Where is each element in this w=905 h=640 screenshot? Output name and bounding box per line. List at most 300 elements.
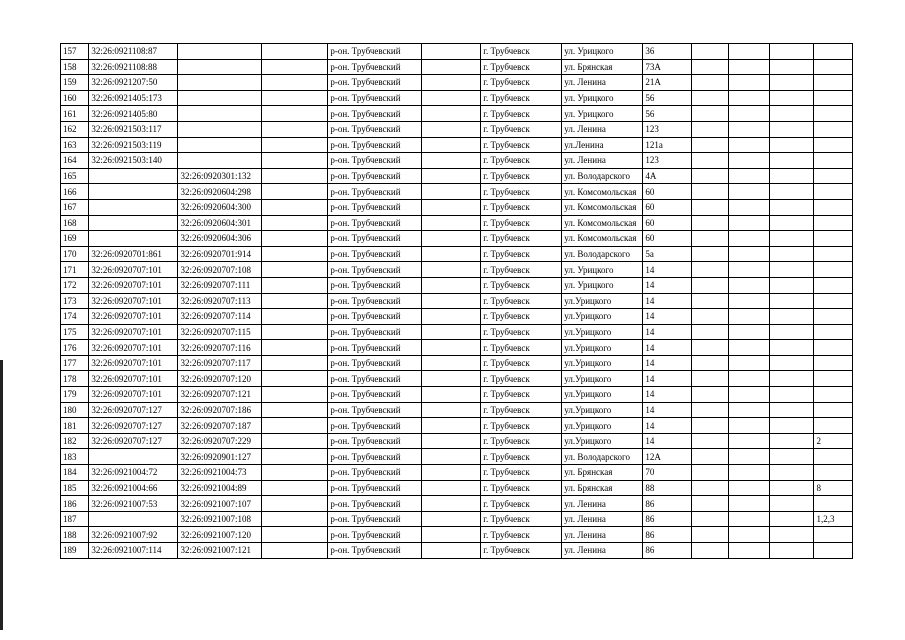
- empty-cell: [421, 90, 481, 106]
- empty-cell: [261, 106, 328, 122]
- building-number-cell: 32:26:0920707:111: [178, 277, 261, 293]
- empty-cell: [421, 496, 481, 512]
- register-body: [61, 44, 853, 559]
- row-number-cell: 173: [61, 293, 89, 309]
- town-cell: г. Трубчевск: [481, 387, 562, 403]
- district-cell: р-он. Трубчевский: [328, 433, 421, 449]
- parcel-number-cell: 32:26:0921108:88: [89, 59, 178, 75]
- empty-cell: [769, 137, 814, 153]
- parcel-number-cell: 32:26:0920707:101: [89, 387, 178, 403]
- house-cell: 5а: [643, 246, 692, 262]
- house-cell: 88: [643, 480, 692, 496]
- apartment-cell: [814, 231, 853, 247]
- building-number-cell: 32:26:0920707:229: [178, 433, 261, 449]
- town-cell: г. Трубчевск: [481, 402, 562, 418]
- empty-cell: [769, 340, 814, 356]
- table-row: [61, 449, 853, 465]
- parcel-number-cell: 32:26:0921004:72: [89, 465, 178, 481]
- district-cell: р-он. Трубчевский: [328, 137, 421, 153]
- parcel-number-cell: 32:26:0920707:127: [89, 433, 178, 449]
- district-cell: р-он. Трубчевский: [328, 418, 421, 434]
- empty-cell: [729, 168, 770, 184]
- table-row: [61, 75, 853, 91]
- apartment-cell: [814, 340, 853, 356]
- parcel-number-cell: [89, 231, 178, 247]
- house-cell: 56: [643, 106, 692, 122]
- apartment-cell: [814, 324, 853, 340]
- building-number-cell: 32:26:0921007:121: [178, 543, 261, 559]
- empty-cell: [769, 199, 814, 215]
- table-row: [61, 480, 853, 496]
- empty-cell: [421, 527, 481, 543]
- empty-cell: [261, 215, 328, 231]
- apartment-cell: [814, 168, 853, 184]
- table-row: [61, 340, 853, 356]
- empty-cell: [729, 340, 770, 356]
- district-cell: р-он. Трубчевский: [328, 355, 421, 371]
- apartment-cell: [814, 75, 853, 91]
- empty-cell: [421, 355, 481, 371]
- house-cell: 14: [643, 387, 692, 403]
- empty-cell: [261, 199, 328, 215]
- empty-cell: [769, 215, 814, 231]
- house-cell: 60: [643, 215, 692, 231]
- empty-cell: [421, 402, 481, 418]
- empty-cell: [421, 465, 481, 481]
- table-row: [61, 215, 853, 231]
- row-number-cell: 160: [61, 90, 89, 106]
- empty-cell: [769, 496, 814, 512]
- empty-cell: [769, 433, 814, 449]
- empty-cell: [769, 543, 814, 559]
- building-number-cell: 32:26:0920604:300: [178, 199, 261, 215]
- empty-cell: [729, 106, 770, 122]
- empty-cell: [729, 246, 770, 262]
- town-cell: г. Трубчевск: [481, 340, 562, 356]
- street-cell: ул. Комсомольская: [562, 199, 643, 215]
- empty-cell: [421, 480, 481, 496]
- empty-cell: [729, 543, 770, 559]
- parcel-number-cell: 32:26:0920701:861: [89, 246, 178, 262]
- empty-cell: [769, 75, 814, 91]
- street-cell: ул.Урицкого: [562, 340, 643, 356]
- parcel-number-cell: 32:26:0920707:101: [89, 277, 178, 293]
- empty-cell: [421, 231, 481, 247]
- street-cell: ул. Брянская: [562, 465, 643, 481]
- house-cell: 123: [643, 121, 692, 137]
- empty-cell: [729, 199, 770, 215]
- street-cell: ул. Ленина: [562, 527, 643, 543]
- table-row: [61, 511, 853, 527]
- empty-cell: [691, 449, 728, 465]
- district-cell: р-он. Трубчевский: [328, 527, 421, 543]
- empty-cell: [769, 106, 814, 122]
- empty-cell: [691, 527, 728, 543]
- district-cell: р-он. Трубчевский: [328, 262, 421, 278]
- house-cell: 56: [643, 90, 692, 106]
- empty-cell: [421, 121, 481, 137]
- apartment-cell: [814, 371, 853, 387]
- empty-cell: [261, 90, 328, 106]
- street-cell: ул. Ленина: [562, 75, 643, 91]
- empty-cell: [261, 184, 328, 200]
- empty-cell: [261, 480, 328, 496]
- empty-cell: [769, 262, 814, 278]
- empty-cell: [729, 496, 770, 512]
- empty-cell: [691, 277, 728, 293]
- empty-cell: [261, 293, 328, 309]
- empty-cell: [261, 496, 328, 512]
- row-number-cell: 177: [61, 355, 89, 371]
- street-cell: ул. Брянская: [562, 59, 643, 75]
- town-cell: г. Трубчевск: [481, 153, 562, 169]
- apartment-cell: [814, 543, 853, 559]
- empty-cell: [421, 153, 481, 169]
- parcel-number-cell: 32:26:0920707:101: [89, 309, 178, 325]
- table-row: [61, 90, 853, 106]
- building-number-cell: 32:26:0920707:187: [178, 418, 261, 434]
- apartment-cell: [814, 496, 853, 512]
- district-cell: р-он. Трубчевский: [328, 153, 421, 169]
- empty-cell: [421, 262, 481, 278]
- street-cell: ул. Ленина: [562, 153, 643, 169]
- building-number-cell: [178, 137, 261, 153]
- row-number-cell: 175: [61, 324, 89, 340]
- house-cell: 14: [643, 433, 692, 449]
- apartment-cell: [814, 527, 853, 543]
- empty-cell: [769, 277, 814, 293]
- district-cell: р-он. Трубчевский: [328, 480, 421, 496]
- town-cell: г. Трубчевск: [481, 496, 562, 512]
- street-cell: ул. Урицкого: [562, 44, 643, 60]
- building-number-cell: 32:26:0920707:113: [178, 293, 261, 309]
- building-number-cell: [178, 75, 261, 91]
- empty-cell: [691, 543, 728, 559]
- town-cell: г. Трубчевск: [481, 75, 562, 91]
- street-cell: ул. Брянская: [562, 480, 643, 496]
- apartment-cell: 1,2,3: [814, 511, 853, 527]
- empty-cell: [261, 121, 328, 137]
- apartment-cell: [814, 44, 853, 60]
- empty-cell: [769, 44, 814, 60]
- empty-cell: [261, 465, 328, 481]
- empty-cell: [261, 527, 328, 543]
- empty-cell: [421, 277, 481, 293]
- district-cell: р-он. Трубчевский: [328, 511, 421, 527]
- street-cell: ул. Комсомольская: [562, 215, 643, 231]
- district-cell: р-он. Трубчевский: [328, 231, 421, 247]
- apartment-cell: [814, 277, 853, 293]
- building-number-cell: 32:26:0920707:115: [178, 324, 261, 340]
- street-cell: ул.Урицкого: [562, 387, 643, 403]
- empty-cell: [691, 293, 728, 309]
- building-number-cell: 32:26:0921004:89: [178, 480, 261, 496]
- town-cell: г. Трубчевск: [481, 199, 562, 215]
- empty-cell: [261, 277, 328, 293]
- row-number-cell: 180: [61, 402, 89, 418]
- row-number-cell: 167: [61, 199, 89, 215]
- empty-cell: [769, 418, 814, 434]
- building-number-cell: 32:26:0920604:301: [178, 215, 261, 231]
- empty-cell: [691, 355, 728, 371]
- house-cell: 60: [643, 184, 692, 200]
- empty-cell: [729, 355, 770, 371]
- table-row: [61, 277, 853, 293]
- house-cell: 14: [643, 293, 692, 309]
- street-cell: ул. Ленина: [562, 511, 643, 527]
- district-cell: р-он. Трубчевский: [328, 246, 421, 262]
- row-number-cell: 183: [61, 449, 89, 465]
- parcel-number-cell: [89, 199, 178, 215]
- district-cell: р-он. Трубчевский: [328, 59, 421, 75]
- empty-cell: [691, 309, 728, 325]
- town-cell: г. Трубчевск: [481, 231, 562, 247]
- town-cell: г. Трубчевск: [481, 433, 562, 449]
- building-number-cell: [178, 106, 261, 122]
- district-cell: р-он. Трубчевский: [328, 277, 421, 293]
- row-number-cell: 169: [61, 231, 89, 247]
- empty-cell: [421, 340, 481, 356]
- house-cell: 73А: [643, 59, 692, 75]
- apartment-cell: 8: [814, 480, 853, 496]
- empty-cell: [729, 75, 770, 91]
- empty-cell: [769, 402, 814, 418]
- empty-cell: [261, 75, 328, 91]
- row-number-cell: 172: [61, 277, 89, 293]
- street-cell: ул. Ленина: [562, 121, 643, 137]
- table-row: [61, 527, 853, 543]
- building-number-cell: [178, 44, 261, 60]
- empty-cell: [729, 433, 770, 449]
- table-row: [61, 168, 853, 184]
- empty-cell: [421, 418, 481, 434]
- apartment-cell: [814, 184, 853, 200]
- district-cell: р-он. Трубчевский: [328, 309, 421, 325]
- empty-cell: [691, 75, 728, 91]
- town-cell: г. Трубчевск: [481, 543, 562, 559]
- parcel-number-cell: 32:26:0921405:80: [89, 106, 178, 122]
- house-cell: 121а: [643, 137, 692, 153]
- row-number-cell: 170: [61, 246, 89, 262]
- table-row: [61, 293, 853, 309]
- apartment-cell: [814, 90, 853, 106]
- parcel-number-cell: 32:26:0920707:127: [89, 402, 178, 418]
- parcel-number-cell: 32:26:0921503:119: [89, 137, 178, 153]
- empty-cell: [261, 309, 328, 325]
- table-row: [61, 324, 853, 340]
- house-cell: 14: [643, 371, 692, 387]
- table-row: [61, 184, 853, 200]
- apartment-cell: [814, 418, 853, 434]
- apartment-cell: 2: [814, 433, 853, 449]
- apartment-cell: [814, 309, 853, 325]
- street-cell: ул. Ленина: [562, 543, 643, 559]
- building-number-cell: 32:26:0920707:117: [178, 355, 261, 371]
- row-number-cell: 162: [61, 121, 89, 137]
- empty-cell: [421, 387, 481, 403]
- building-number-cell: 32:26:0920707:121: [178, 387, 261, 403]
- table-row: [61, 246, 853, 262]
- apartment-cell: [814, 293, 853, 309]
- row-number-cell: 185: [61, 480, 89, 496]
- empty-cell: [729, 387, 770, 403]
- building-number-cell: 32:26:0920707:108: [178, 262, 261, 278]
- empty-cell: [729, 402, 770, 418]
- empty-cell: [769, 480, 814, 496]
- district-cell: р-он. Трубчевский: [328, 168, 421, 184]
- empty-cell: [769, 59, 814, 75]
- house-cell: 14: [643, 402, 692, 418]
- town-cell: г. Трубчевск: [481, 309, 562, 325]
- street-cell: ул. Урицкого: [562, 90, 643, 106]
- town-cell: г. Трубчевск: [481, 44, 562, 60]
- table-row: [61, 496, 853, 512]
- table-row: [61, 355, 853, 371]
- district-cell: р-он. Трубчевский: [328, 543, 421, 559]
- row-number-cell: 184: [61, 465, 89, 481]
- empty-cell: [769, 309, 814, 325]
- town-cell: г. Трубчевск: [481, 293, 562, 309]
- house-cell: 123: [643, 153, 692, 169]
- table-row: [61, 106, 853, 122]
- empty-cell: [261, 355, 328, 371]
- town-cell: г. Трубчевск: [481, 418, 562, 434]
- empty-cell: [261, 153, 328, 169]
- empty-cell: [261, 402, 328, 418]
- empty-cell: [421, 324, 481, 340]
- empty-cell: [691, 496, 728, 512]
- empty-cell: [729, 418, 770, 434]
- empty-cell: [691, 418, 728, 434]
- table-row: [61, 465, 853, 481]
- empty-cell: [691, 231, 728, 247]
- table-row: [61, 153, 853, 169]
- empty-cell: [261, 340, 328, 356]
- empty-cell: [729, 527, 770, 543]
- empty-cell: [421, 309, 481, 325]
- table-row: [61, 309, 853, 325]
- empty-cell: [691, 106, 728, 122]
- building-number-cell: 32:26:0920901:127: [178, 449, 261, 465]
- building-number-cell: [178, 121, 261, 137]
- empty-cell: [729, 137, 770, 153]
- district-cell: р-он. Трубчевский: [328, 44, 421, 60]
- empty-cell: [769, 527, 814, 543]
- empty-cell: [261, 262, 328, 278]
- empty-cell: [729, 44, 770, 60]
- building-number-cell: 32:26:0921004:73: [178, 465, 261, 481]
- row-number-cell: 178: [61, 371, 89, 387]
- district-cell: р-он. Трубчевский: [328, 371, 421, 387]
- empty-cell: [261, 433, 328, 449]
- empty-cell: [769, 449, 814, 465]
- town-cell: г. Трубчевск: [481, 168, 562, 184]
- empty-cell: [691, 465, 728, 481]
- town-cell: г. Трубчевск: [481, 324, 562, 340]
- building-number-cell: 32:26:0920707:120: [178, 371, 261, 387]
- street-cell: ул.Ленина: [562, 137, 643, 153]
- building-number-cell: 32:26:0920604:298: [178, 184, 261, 200]
- apartment-cell: [814, 387, 853, 403]
- empty-cell: [729, 277, 770, 293]
- row-number-cell: 158: [61, 59, 89, 75]
- row-number-cell: 179: [61, 387, 89, 403]
- apartment-cell: [814, 153, 853, 169]
- house-cell: 12А: [643, 449, 692, 465]
- district-cell: р-он. Трубчевский: [328, 402, 421, 418]
- row-number-cell: 165: [61, 168, 89, 184]
- empty-cell: [261, 59, 328, 75]
- row-number-cell: 174: [61, 309, 89, 325]
- empty-cell: [421, 371, 481, 387]
- empty-cell: [729, 293, 770, 309]
- empty-cell: [691, 59, 728, 75]
- table-row: [61, 418, 853, 434]
- house-cell: 86: [643, 511, 692, 527]
- empty-cell: [691, 387, 728, 403]
- town-cell: г. Трубчевск: [481, 371, 562, 387]
- empty-cell: [261, 324, 328, 340]
- empty-cell: [769, 324, 814, 340]
- district-cell: р-он. Трубчевский: [328, 293, 421, 309]
- building-number-cell: 32:26:0920604:306: [178, 231, 261, 247]
- empty-cell: [769, 168, 814, 184]
- empty-cell: [691, 402, 728, 418]
- empty-cell: [421, 137, 481, 153]
- town-cell: г. Трубчевск: [481, 121, 562, 137]
- table-row: [61, 543, 853, 559]
- empty-cell: [261, 168, 328, 184]
- house-cell: 21А: [643, 75, 692, 91]
- empty-cell: [261, 543, 328, 559]
- empty-cell: [769, 355, 814, 371]
- district-cell: р-он. Трубчевский: [328, 199, 421, 215]
- building-number-cell: [178, 59, 261, 75]
- parcel-number-cell: 32:26:0921007:114: [89, 543, 178, 559]
- empty-cell: [691, 480, 728, 496]
- empty-cell: [421, 511, 481, 527]
- empty-cell: [729, 215, 770, 231]
- row-number-cell: 163: [61, 137, 89, 153]
- apartment-cell: [814, 246, 853, 262]
- empty-cell: [691, 246, 728, 262]
- parcel-number-cell: 32:26:0920707:101: [89, 324, 178, 340]
- house-cell: 86: [643, 543, 692, 559]
- empty-cell: [691, 340, 728, 356]
- row-number-cell: 186: [61, 496, 89, 512]
- house-cell: 14: [643, 277, 692, 293]
- empty-cell: [261, 137, 328, 153]
- empty-cell: [421, 184, 481, 200]
- parcel-number-cell: 32:26:0921007:92: [89, 527, 178, 543]
- empty-cell: [691, 90, 728, 106]
- empty-cell: [421, 44, 481, 60]
- house-cell: 4А: [643, 168, 692, 184]
- apartment-cell: [814, 59, 853, 75]
- empty-cell: [769, 153, 814, 169]
- row-number-cell: 188: [61, 527, 89, 543]
- empty-cell: [261, 231, 328, 247]
- empty-cell: [421, 168, 481, 184]
- empty-cell: [261, 387, 328, 403]
- empty-cell: [261, 246, 328, 262]
- street-cell: ул. Володарского: [562, 168, 643, 184]
- table-row: [61, 231, 853, 247]
- parcel-number-cell: [89, 511, 178, 527]
- parcel-number-cell: 32:26:0921503:117: [89, 121, 178, 137]
- apartment-cell: [814, 402, 853, 418]
- parcel-number-cell: 32:26:0920707:101: [89, 371, 178, 387]
